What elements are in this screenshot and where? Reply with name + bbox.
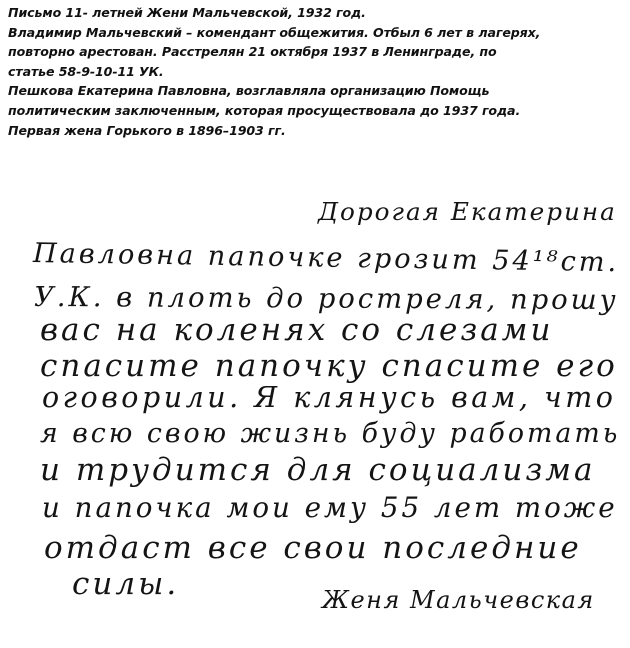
letter-line: я всю свою жизнь буду работать [40, 418, 621, 449]
letter-line: и папочка мои ему 55 лет тоже [42, 491, 618, 524]
caption-line: Письмо 11- летней Жени Мальчевской, 1932 год. [8, 5, 366, 20]
caption-line: политическим заключенным, которая просуществовала до 1937 года. [8, 102, 521, 118]
letter-line: Павловна папочке грозит 54¹⁸ст. [32, 238, 620, 279]
caption-line: повторно арестован. Расстрелян 21 октября 1937 в Ленинграде, по [8, 44, 497, 60]
letter-line: вас на коленях со слезами [40, 312, 554, 348]
caption-line: Пешкова Екатерина Павловна, возглавляла организацию Помощь [8, 83, 490, 99]
caption-line: статье 58-9-10-11 УК. [8, 63, 164, 79]
letter-line: оговорили. Я клянусь вам, что [42, 381, 617, 414]
letter-line: отдаст все свои последние [44, 530, 582, 566]
letter-line: спасите папочку спасите его [40, 348, 618, 384]
letter-line: У.К. в плоть до ростреля, прошу [33, 282, 619, 317]
caption-line: Владимир Мальчевский – комендант общежития. Отбыл 6 лет в лагерях, [8, 24, 541, 40]
letter-salutation: Дорогая Екатерина [318, 197, 617, 226]
letter-signature: Женя Мальчевская [322, 586, 595, 614]
caption-line: Первая жена Горького в 1896–1903 гг. [8, 122, 286, 138]
letter-line: силы. [72, 566, 180, 602]
letter-line: и трудится для социализма [40, 452, 596, 488]
